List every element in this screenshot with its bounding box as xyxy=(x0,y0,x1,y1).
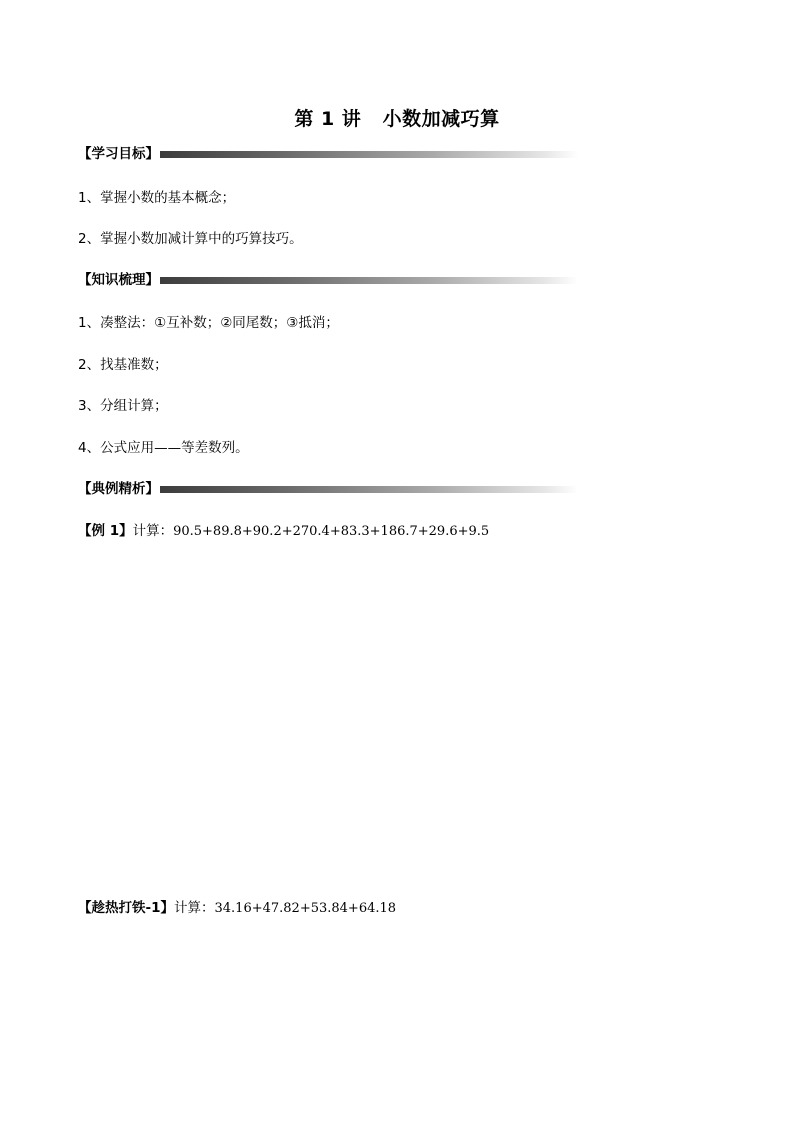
example-1-tag: 【例 1】 xyxy=(78,523,133,539)
example-1-formula: 90.5+89.8+90.2+270.4+83.3+186.7+29.6+9.5 xyxy=(173,524,490,539)
section-gradient-bar xyxy=(160,277,578,284)
section-header-examples xyxy=(78,479,578,499)
section-header-knowledge xyxy=(78,270,578,290)
section-label-examples: 【典例精析】 xyxy=(78,481,159,497)
section-header-objectives xyxy=(78,144,578,164)
objective-item-2: 2、掌握小数加减计算中的巧算技巧。 xyxy=(78,231,303,247)
knowledge-item-2: 2、找基准数； xyxy=(78,357,168,373)
knowledge-item-3: 3、分组计算； xyxy=(78,398,168,414)
section-label-knowledge: 【知识梳理】 xyxy=(78,272,159,288)
practice-1 xyxy=(78,898,396,919)
knowledge-item-1: 1、凑整法：①互补数；②同尾数；③抵消； xyxy=(78,315,339,331)
section-gradient-bar xyxy=(160,486,578,493)
example-1-prompt: 计算： xyxy=(132,523,174,539)
example-1 xyxy=(78,521,489,542)
practice-1-prompt: 计算： xyxy=(174,900,215,916)
page-title: 第 1 讲 小数加减巧算 xyxy=(294,108,500,130)
section-gradient-bar xyxy=(160,151,578,158)
knowledge-item-4: 4、公式应用——等差数列。 xyxy=(78,440,249,456)
practice-1-tag: 【趁热打铁-1】 xyxy=(78,900,174,916)
objective-item-1: 1、掌握小数的基本概念； xyxy=(78,190,236,206)
section-label-objectives: 【学习目标】 xyxy=(78,146,159,162)
practice-1-formula: 34.16+47.82+53.84+64.18 xyxy=(214,901,397,916)
